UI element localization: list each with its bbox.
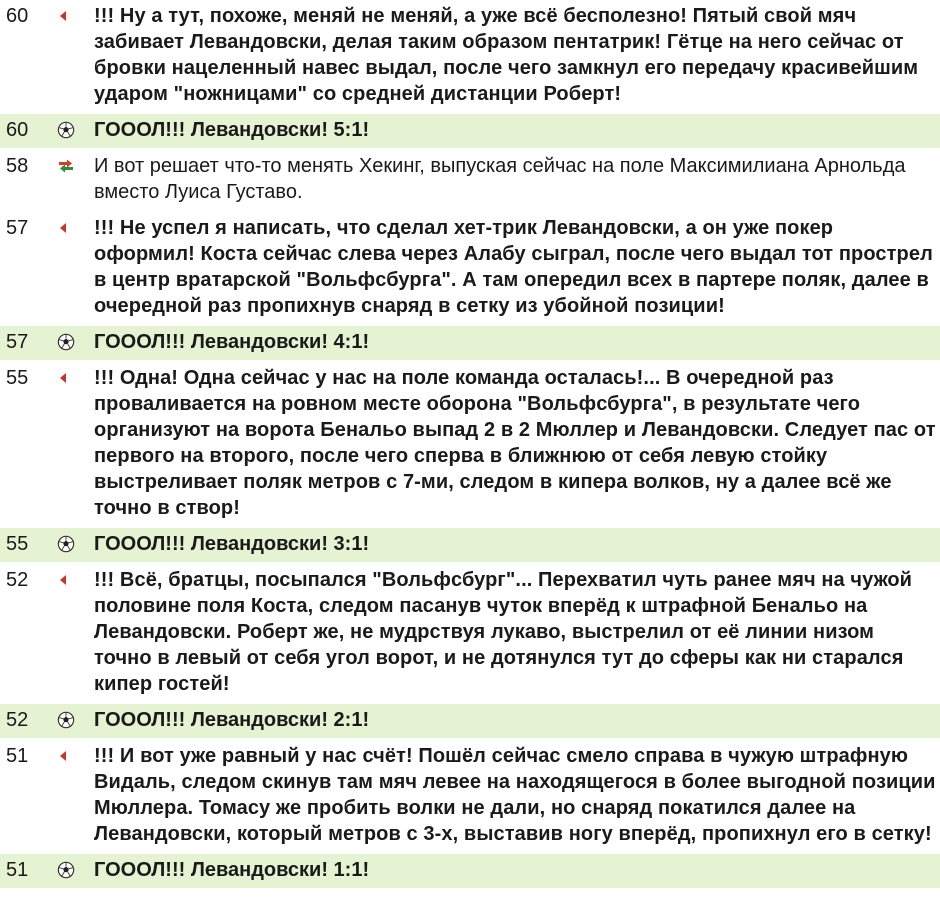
event-minute: 57 bbox=[6, 331, 29, 353]
event-row-comment bbox=[0, 362, 940, 528]
red-marker-icon bbox=[56, 365, 94, 391]
soccer-ball-icon bbox=[56, 531, 94, 557]
event-minute: 52 bbox=[6, 709, 29, 731]
red-marker-icon bbox=[56, 743, 94, 769]
event-row-goal bbox=[0, 854, 940, 890]
event-text: ГОООЛ!!! Левандовски! 4:1! bbox=[94, 331, 370, 353]
event-text: ГОООЛ!!! Левандовски! 5:1! bbox=[94, 119, 370, 141]
event-minute: 60 bbox=[6, 119, 29, 141]
event-row-comment bbox=[0, 212, 940, 326]
substitution-icon bbox=[56, 153, 94, 179]
event-minute: 55 bbox=[6, 533, 29, 555]
event-text: !!! Всё, братцы, посыпался "Вольфсбург"... Перехватил чуть ранее мяч на чужой половине поля Коста, следом пасанув чуток вперёд к штрафной Бенальо на Левандовски. Роберт же, не мудрствуя лукаво, выстрелил от её линии низом точно в левый от себя угол ворот, и не дотянулся тут до сферы как ни старался кипер гостей! bbox=[94, 569, 913, 695]
event-text: И вот решает что-то менять Хекинг, выпуская сейчас на поле Максимилиана Арнольда вместо Луиса Густаво. bbox=[94, 155, 906, 203]
event-text: !!! Одна! Одна сейчас у нас на поле команда осталась!... В очередной раз проваливается на ровном месте оборона "Вольфсбурга", в результате чего организуют на ворота Бенальо выпад 2 в 2 Мюллер и Левандовски. Следует пас от первого на второго, после чего сперва в ближнюю от себя левую стойку выстреливает поляк метров с 7-ми, следом в кипера волков, ну а далее всё же точно в створ! bbox=[94, 367, 936, 519]
event-row-goal bbox=[0, 326, 940, 362]
event-minute: 57 bbox=[6, 217, 29, 239]
event-text: !!! И вот уже равный у нас счёт! Пошёл сейчас смело справа в чужую штрафную Видаль, следом скинув там мяч левее на находящегося в более выгодной позиции Мюллера. Томасу же пробить волки не дали, но снаряд покатился далее на Левандовски, который метров с 3-х, выставив ногу вперёд, пропихнул его в сетку! bbox=[94, 745, 936, 845]
red-marker-icon bbox=[56, 215, 94, 241]
event-row-goal bbox=[0, 528, 940, 564]
event-text: !!! Ну а тут, похоже, меняй не меняй, а уже всё бесполезно! Пятый свой мяч забивает Левандовски, делая таким образом пентатрик! Гётце на него сейчас от бровки нацеленный навес выдал, после чего замкнул его передачу красивейшим ударом "ножницами" со средней дистанции Роберт! bbox=[94, 5, 919, 105]
event-row-comment bbox=[0, 0, 940, 114]
event-text: ГОООЛ!!! Левандовски! 1:1! bbox=[94, 859, 370, 881]
event-text: ГОООЛ!!! Левандовски! 2:1! bbox=[94, 709, 370, 731]
event-minute: 52 bbox=[6, 569, 29, 591]
event-text: !!! Не успел я написать, что сделал хет-трик Левандовски, а он уже покер оформил! Коста сейчас слева через Алабу сыграл, после чего выдал тот прострел в центр вратарской "Вольфсбурга". А там опередил всех в партере поляк, далее в очередной раз пропихнув снаряд в сетку из убойной позиции! bbox=[94, 217, 933, 317]
event-minute: 51 bbox=[6, 745, 29, 767]
event-minute: 60 bbox=[6, 5, 29, 27]
event-row-comment bbox=[0, 564, 940, 704]
red-marker-icon bbox=[56, 567, 94, 593]
event-row-sub bbox=[0, 150, 940, 212]
soccer-ball-icon bbox=[56, 117, 94, 143]
event-row-comment bbox=[0, 740, 940, 854]
red-marker-icon bbox=[56, 3, 94, 29]
event-row-goal bbox=[0, 704, 940, 740]
event-minute: 51 bbox=[6, 859, 29, 881]
soccer-ball-icon bbox=[56, 707, 94, 733]
event-text: ГОООЛ!!! Левандовски! 3:1! bbox=[94, 533, 370, 555]
soccer-ball-icon bbox=[56, 857, 94, 883]
event-minute: 55 bbox=[6, 367, 29, 389]
event-minute: 58 bbox=[6, 155, 29, 177]
soccer-ball-icon bbox=[56, 329, 94, 355]
event-row-goal bbox=[0, 114, 940, 150]
